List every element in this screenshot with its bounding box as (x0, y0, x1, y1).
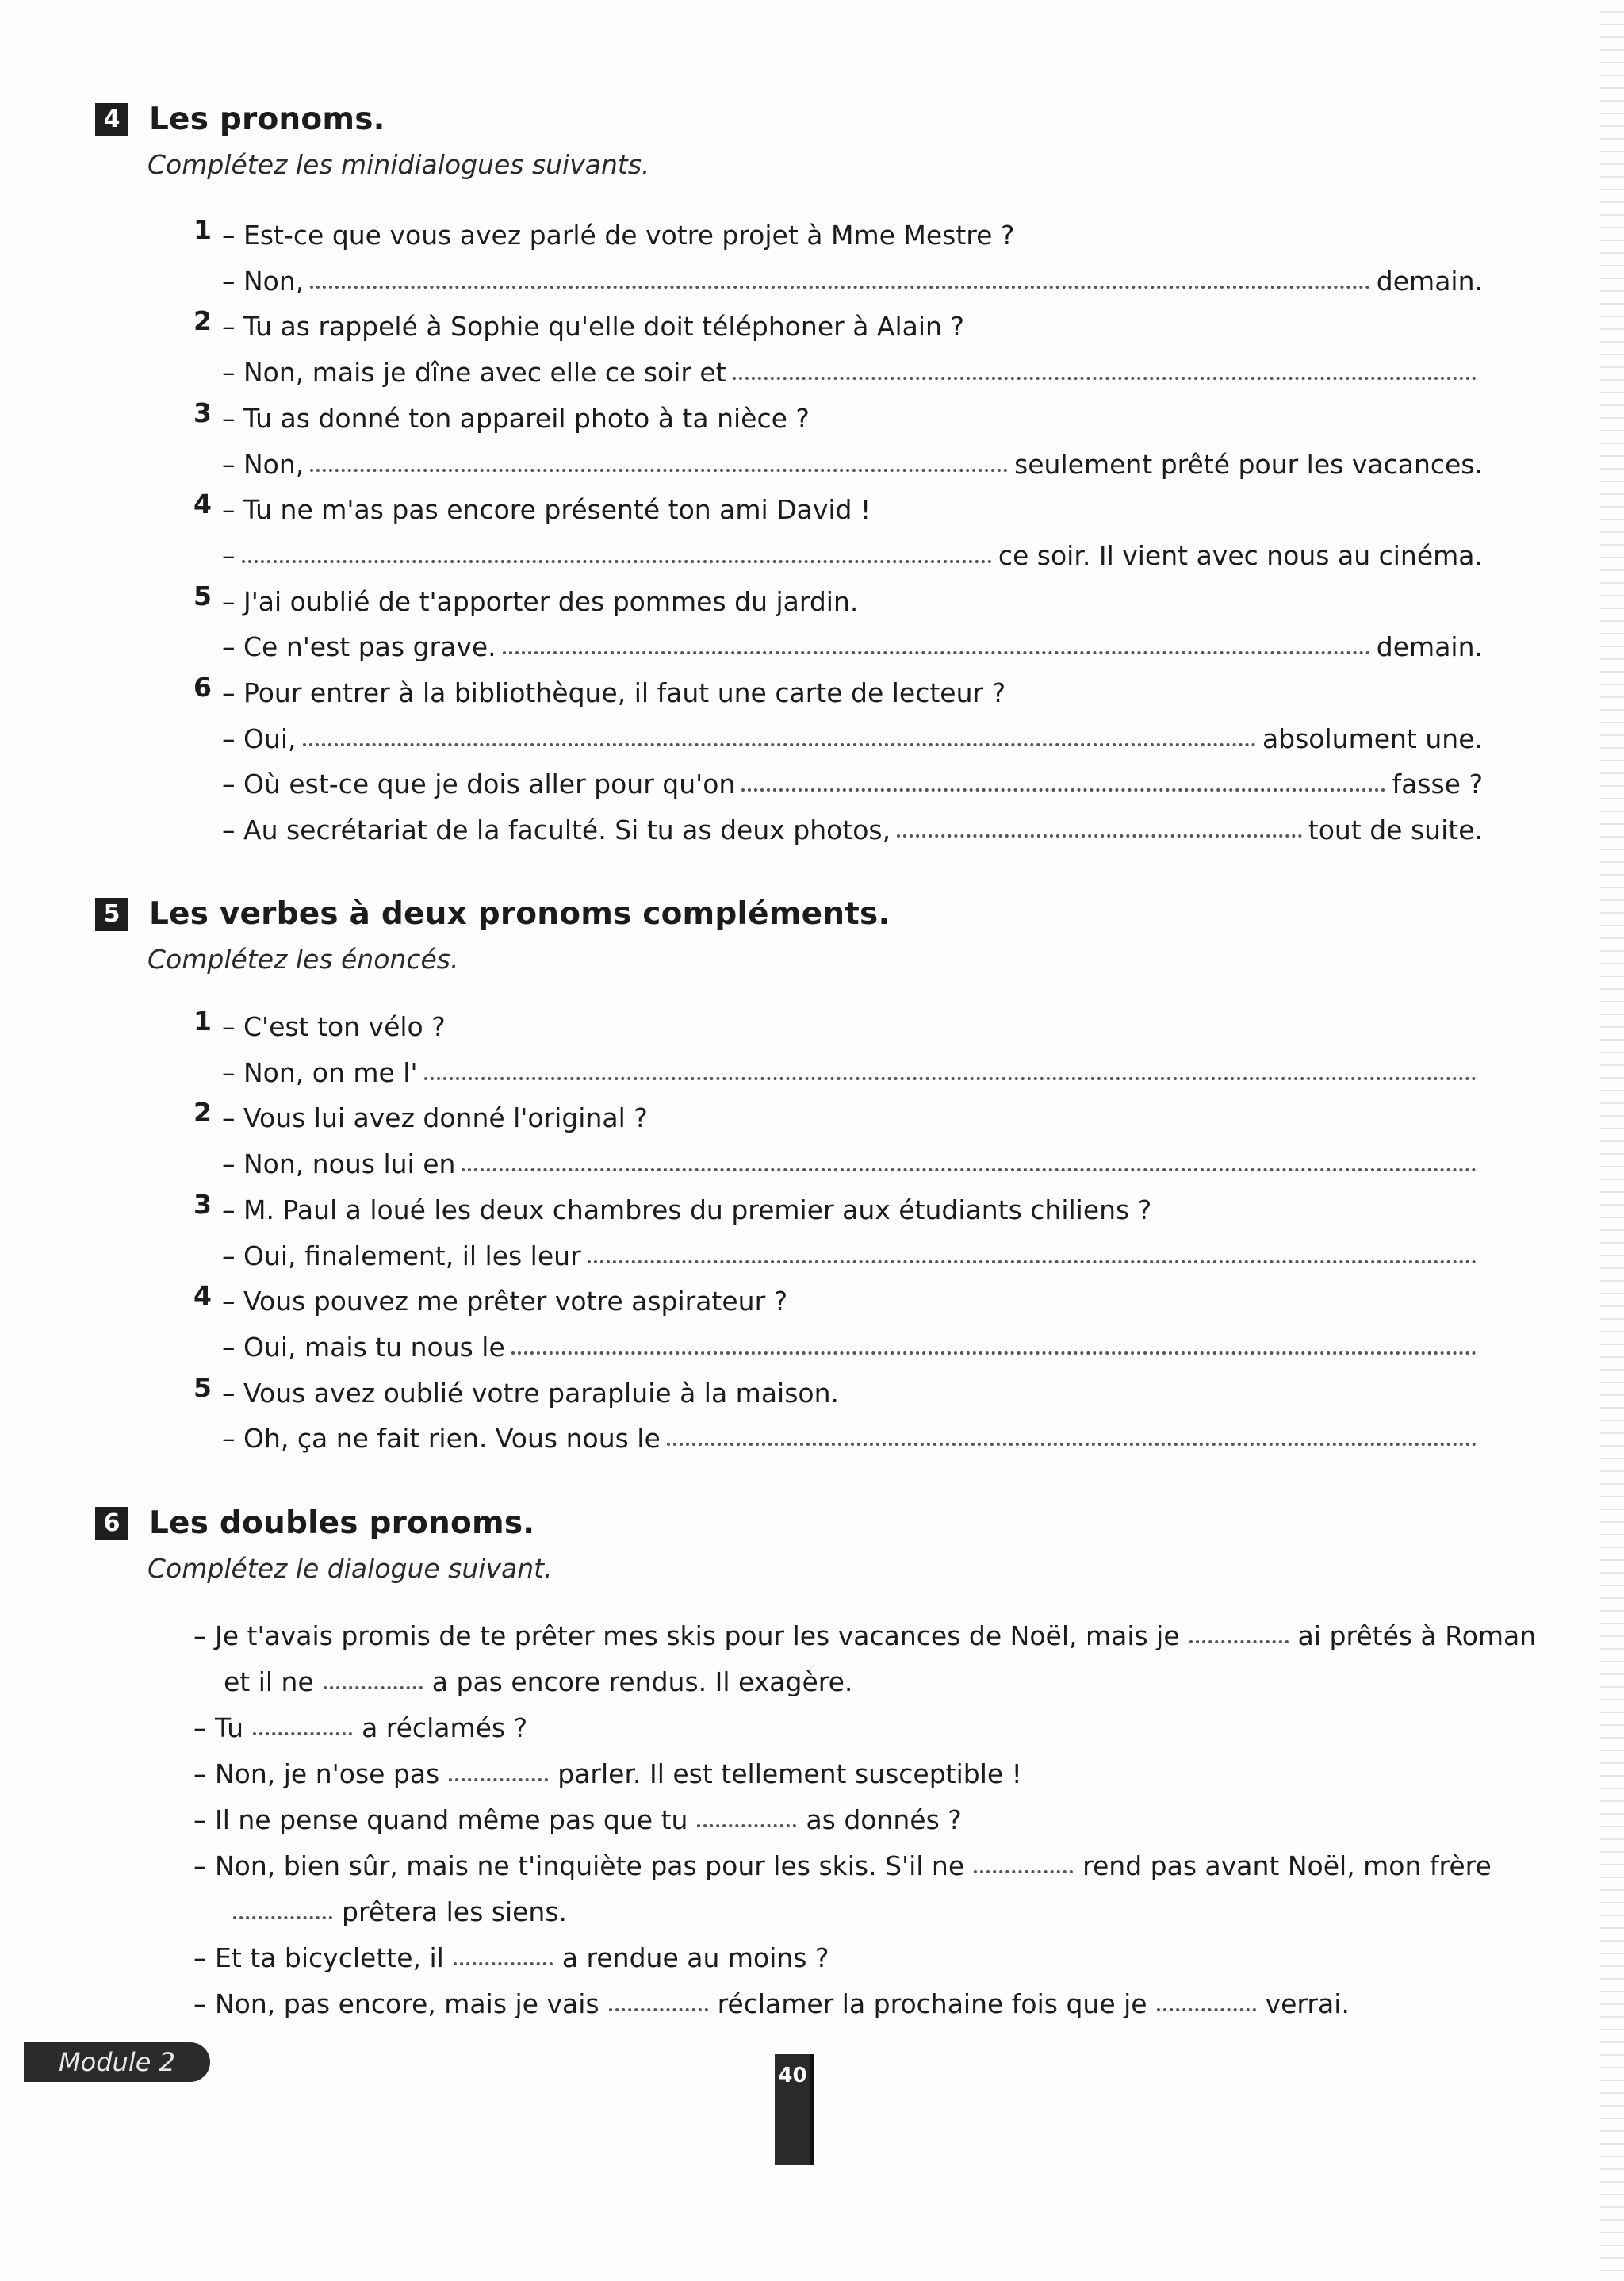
line-text: – Non, on me l' (222, 1056, 418, 1088)
line-text: – Tu as donné ton appareil photo à ta nièce ? (222, 402, 810, 434)
answer-blank (424, 1076, 1477, 1080)
answer-blank (303, 742, 1256, 746)
section-instruction: Complétez le dialogue suivant. (147, 1553, 553, 1584)
answer-blank (741, 788, 1385, 792)
line-text: – Vous lui avez donné l'original ? (222, 1102, 648, 1134)
line-text: – Non, mais je dîne avec elle ce soir et (222, 357, 726, 389)
line-text: – Oui, (222, 723, 297, 754)
page-number: 40 (775, 2054, 814, 2165)
fill-blank (233, 1915, 332, 1919)
line-text: parler. Il est tellement susceptible ! (557, 1758, 1022, 1789)
answer-line (222, 434, 1483, 480)
line-text: et il ne (224, 1666, 314, 1697)
question-line (222, 571, 858, 617)
line-text: – Au secrétariat de la faculté. Si tu as deux photos, (222, 815, 891, 846)
item-number: 6 (193, 672, 212, 703)
dialogue-line (193, 1835, 1492, 1881)
question-line (222, 296, 964, 342)
fill-blank (609, 2007, 708, 2011)
line-text: rend pas avant Noël, mon frère (1082, 1850, 1492, 1881)
line-text: prêtera les siens. (342, 1896, 568, 1927)
fill-blank (253, 1731, 352, 1735)
item-number: 2 (193, 1097, 212, 1129)
line-text: – Non, je n'ose pas (193, 1758, 440, 1789)
item-number: 2 (193, 305, 212, 337)
line-text: – M. Paul a loué les deux chambres du premier aux étudiants chiliens ? (222, 1194, 1152, 1225)
answer-line (222, 753, 1483, 799)
item-number: 3 (193, 1188, 212, 1220)
answer-blank (897, 834, 1302, 838)
answer-line (222, 708, 1483, 754)
scan-edge (1600, 0, 1624, 2281)
answer-line (222, 1225, 1483, 1271)
answer-blank (588, 1259, 1477, 1263)
fill-blank (1189, 1639, 1289, 1643)
line-text: – Où est-ce que je dois aller pour qu'on (222, 769, 736, 800)
line-text: a réclamés ? (362, 1712, 528, 1743)
line-text: réclamer la prochaine fois que je (717, 1988, 1147, 2019)
section-number: 5 (95, 898, 128, 931)
item-number: 1 (193, 214, 212, 245)
answer-line (222, 616, 1483, 662)
section-number: 6 (95, 1507, 128, 1540)
fill-blank (449, 1777, 548, 1781)
line-text: a pas encore rendus. Il exagère. (431, 1666, 853, 1697)
line-text: a rendue au moins ? (561, 1942, 829, 1973)
section-title: Les verbes à deux pronoms compléments. (149, 896, 891, 932)
answer-blank (667, 1442, 1477, 1446)
dialogue-line (224, 1651, 852, 1697)
question-line (222, 1179, 1151, 1225)
dialogue-line (193, 1697, 527, 1743)
fill-blank (1157, 2007, 1256, 2011)
line-ending: demain. (1376, 631, 1483, 663)
answer-blank (462, 1167, 1477, 1171)
line-text: – Ce n'est pas grave. (222, 631, 496, 663)
dialogue-line (193, 1743, 1022, 1789)
line-text: – Vous avez oublié votre parapluie à la maison. (222, 1377, 839, 1409)
section-instruction: Complétez les énoncés. (147, 944, 459, 975)
dialogue-line (193, 1973, 1350, 2019)
line-text: – Oh, ça ne fait rien. Vous nous le (222, 1423, 661, 1455)
question-line (222, 996, 446, 1042)
item-number: 4 (193, 1280, 212, 1312)
line-text: – Oui, finalement, il les leur (222, 1240, 581, 1271)
line-text: – Tu ne m'as pas encore présenté ton ami David ! (222, 494, 871, 526)
answer-blank (503, 650, 1370, 654)
question-line (222, 1363, 839, 1409)
answer-blank (242, 559, 992, 563)
line-text: – Non, (222, 265, 304, 297)
line-text: – Non, (222, 448, 304, 480)
line-text: – (222, 539, 236, 571)
line-text: – Et ta bicyclette, il (193, 1942, 444, 1973)
section-5-header (95, 896, 890, 932)
dialogue-line (224, 1881, 567, 1927)
answer-line (222, 1317, 1483, 1363)
line-text: ai prêtés à Roman (1297, 1620, 1537, 1651)
answer-blank (511, 1351, 1477, 1355)
line-ending: ce soir. Il vient avec nous au cinéma. (998, 539, 1483, 571)
dialogue-line (193, 1927, 829, 1973)
fill-blank (324, 1685, 423, 1689)
answer-line (222, 525, 1483, 571)
answer-blank (733, 376, 1477, 380)
line-text: – Est-ce que vous avez parlé de votre projet à Mme Mestre ? (222, 220, 1015, 251)
dialogue-line (193, 1789, 962, 1835)
item-number: 5 (193, 580, 212, 611)
line-text: – J'ai oublié de t'apporter des pommes du jardin. (222, 585, 859, 617)
section-title: Les pronoms. (149, 102, 385, 137)
question-line (222, 1271, 787, 1317)
item-number: 5 (193, 1371, 212, 1403)
fill-blank (974, 1869, 1073, 1873)
line-ending: demain. (1376, 265, 1483, 297)
answer-line (222, 799, 1483, 845)
line-text: as donnés ? (806, 1804, 962, 1835)
line-text: – Non, nous lui en (222, 1148, 456, 1180)
line-ending: seulement prêté pour les vacances. (1014, 448, 1483, 480)
section-instruction: Complétez les minidialogues suivants. (147, 149, 650, 180)
answer-line (222, 342, 1483, 388)
line-text: – Tu (193, 1712, 244, 1743)
question-line (222, 1087, 648, 1133)
line-text: – Non, bien sûr, mais ne t'inquiète pas pour les skis. S'il ne (193, 1850, 965, 1881)
question-line (222, 479, 871, 525)
answer-line (222, 1133, 1483, 1179)
answer-blank (310, 285, 1370, 289)
section-title: Les doubles pronoms. (149, 1505, 535, 1541)
line-text: – Pour entrer à la bibliothèque, il faut une carte de lecteur ? (222, 677, 1006, 708)
fill-blank (697, 1823, 796, 1827)
question-line (222, 205, 1014, 251)
line-text: – Tu as rappelé à Sophie qu'elle doit téléphoner à Alain ? (222, 311, 964, 343)
line-ending: fasse ? (1392, 769, 1483, 800)
section-6-header (95, 1505, 534, 1541)
answer-line (222, 1408, 1483, 1454)
line-text: – Il ne pense quand même pas que tu (193, 1804, 688, 1835)
line-ending: tout de suite. (1308, 815, 1483, 846)
question-line (222, 662, 1005, 708)
line-text: – Je t'avais promis de te prêter mes skis pour les vacances de Noël, mais je (193, 1620, 1180, 1651)
fill-blank (454, 1961, 553, 1965)
line-ending: absolument une. (1262, 723, 1483, 754)
dialogue-line (193, 1605, 1536, 1651)
module-tag: Module 2 (24, 2042, 210, 2082)
answer-line (222, 251, 1483, 297)
answer-blank (310, 468, 1008, 472)
line-text: verrai. (1265, 1988, 1350, 2019)
item-number: 4 (193, 489, 212, 520)
line-text: – Non, pas encore, mais je vais (193, 1988, 599, 2019)
line-text: – C'est ton vélo ? (222, 1011, 446, 1042)
section-number: 4 (95, 103, 128, 136)
item-number: 3 (193, 397, 212, 428)
item-number: 1 (193, 1006, 212, 1037)
line-text: – Oui, mais tu nous le (222, 1331, 505, 1363)
answer-line (222, 1042, 1483, 1088)
question-line (222, 388, 810, 434)
section-4-header (95, 102, 385, 137)
line-text: – Vous pouvez me prêter votre aspirateur ? (222, 1286, 788, 1317)
